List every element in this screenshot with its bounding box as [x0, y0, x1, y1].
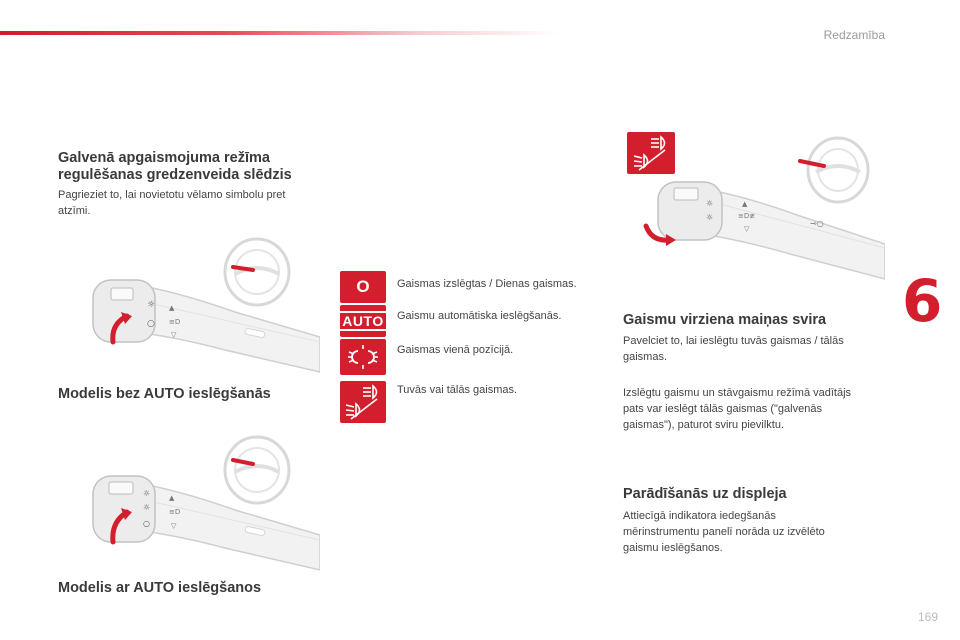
- main-title: [58, 150, 328, 184]
- display-text-line1: Attiecīgā indikatora iedegšanās: [623, 510, 776, 522]
- main-title-line1: Galvenā apgaismojuma režīma: [58, 150, 270, 166]
- svg-text:○: ○: [147, 319, 155, 329]
- off-icon-box: [340, 271, 386, 303]
- beam-text1-line1: Pavelciet to, lai ieslēgtu tuvās gaismas / tālās: [623, 335, 844, 347]
- beam-stalk-illustration: [640, 134, 885, 284]
- display-text-line2: mērinstrumentu panelī norāda uz izvēlēto: [623, 526, 825, 538]
- beam-text2-line1: Izslēgtu gaismu un stāvgaismu režīmā vadītājs: [623, 387, 852, 399]
- display-title: [623, 486, 787, 503]
- model-auto-title: [58, 580, 261, 597]
- svg-text:≡D≢: ≡D≢: [738, 212, 756, 220]
- model-no-auto-title-text: Modelis bez AUTO ieslēgšanās: [58, 386, 271, 402]
- beam-text-1: [623, 333, 893, 365]
- header-accent-bar: [0, 31, 560, 35]
- main-beam-icon: [343, 383, 383, 421]
- auto-icon-box: [340, 305, 386, 337]
- display-title-text: Parādīšanās uz displeja: [623, 486, 787, 502]
- svg-text:▽: ▽: [171, 331, 177, 339]
- beam-text2-line2: pats var ieslēgt tālās gaismas ("galvenās: [623, 403, 822, 415]
- svg-text:⊸○: ⊸○: [810, 219, 824, 228]
- page-number: 169: [917, 610, 938, 624]
- svg-text:☼: ☼: [706, 213, 714, 222]
- chapter-number: 6: [902, 267, 943, 335]
- svg-text:≡D: ≡D: [169, 318, 181, 326]
- display-text: [623, 508, 893, 556]
- auto-icon: AUTO: [337, 311, 388, 331]
- svg-text:☼: ☼: [143, 489, 151, 498]
- svg-text:○: ○: [143, 519, 150, 528]
- svg-text:▲: ▲: [169, 304, 175, 312]
- svg-text:☼: ☼: [143, 503, 151, 512]
- stalk-illustration-auto: [85, 430, 320, 580]
- beam-title-text: Gaismu virziena maiņas svira: [623, 312, 827, 328]
- beam-text2-line3: gaismas"), paturot sviru pievilktu.: [623, 419, 785, 431]
- svg-text:☼: ☼: [706, 199, 714, 208]
- model-no-auto-title: [58, 386, 271, 403]
- beam-title: [623, 312, 826, 329]
- svg-text:▲: ▲: [169, 494, 175, 502]
- stalk-illustration-no-auto: [85, 232, 320, 382]
- beam-icon-box: [340, 381, 386, 423]
- main-title-line2: regulēšanas gredzenveida slēdzis: [58, 167, 292, 183]
- beam-text1-line2: gaismas.: [623, 351, 668, 363]
- main-text-line2: atzīmi.: [58, 205, 91, 217]
- svg-text:▽: ▽: [744, 225, 750, 233]
- legend-auto-text: Gaismu automātiska ieslēgšanās.: [397, 310, 562, 322]
- svg-text:☼: ☼: [147, 300, 156, 310]
- sidelight-icon: [346, 342, 380, 372]
- display-text-line3: gaismu ieslēgšanos.: [623, 542, 723, 554]
- svg-text:≡D: ≡D: [169, 508, 181, 516]
- section-label: Redzamība: [823, 28, 885, 42]
- main-text-line1: Pagrieziet to, lai novietotu vēlamo simbolu pret: [58, 189, 286, 201]
- sidelight-icon-box: [340, 339, 386, 375]
- beam-text-2: [623, 385, 893, 433]
- legend-beam-text: Tuvās vai tālās gaismas.: [397, 384, 518, 396]
- main-text: [58, 187, 328, 219]
- svg-text:▽: ▽: [171, 522, 177, 530]
- legend-sidelight-text: Gaismas vienā pozīcijā.: [397, 344, 514, 356]
- svg-text:▲: ▲: [742, 200, 748, 208]
- legend-off-text: Gaismas izslēgtas / Dienas gaismas.: [397, 278, 577, 290]
- off-o-icon: O: [356, 277, 370, 296]
- model-auto-title-text: Modelis ar AUTO ieslēgšanos: [58, 580, 262, 596]
